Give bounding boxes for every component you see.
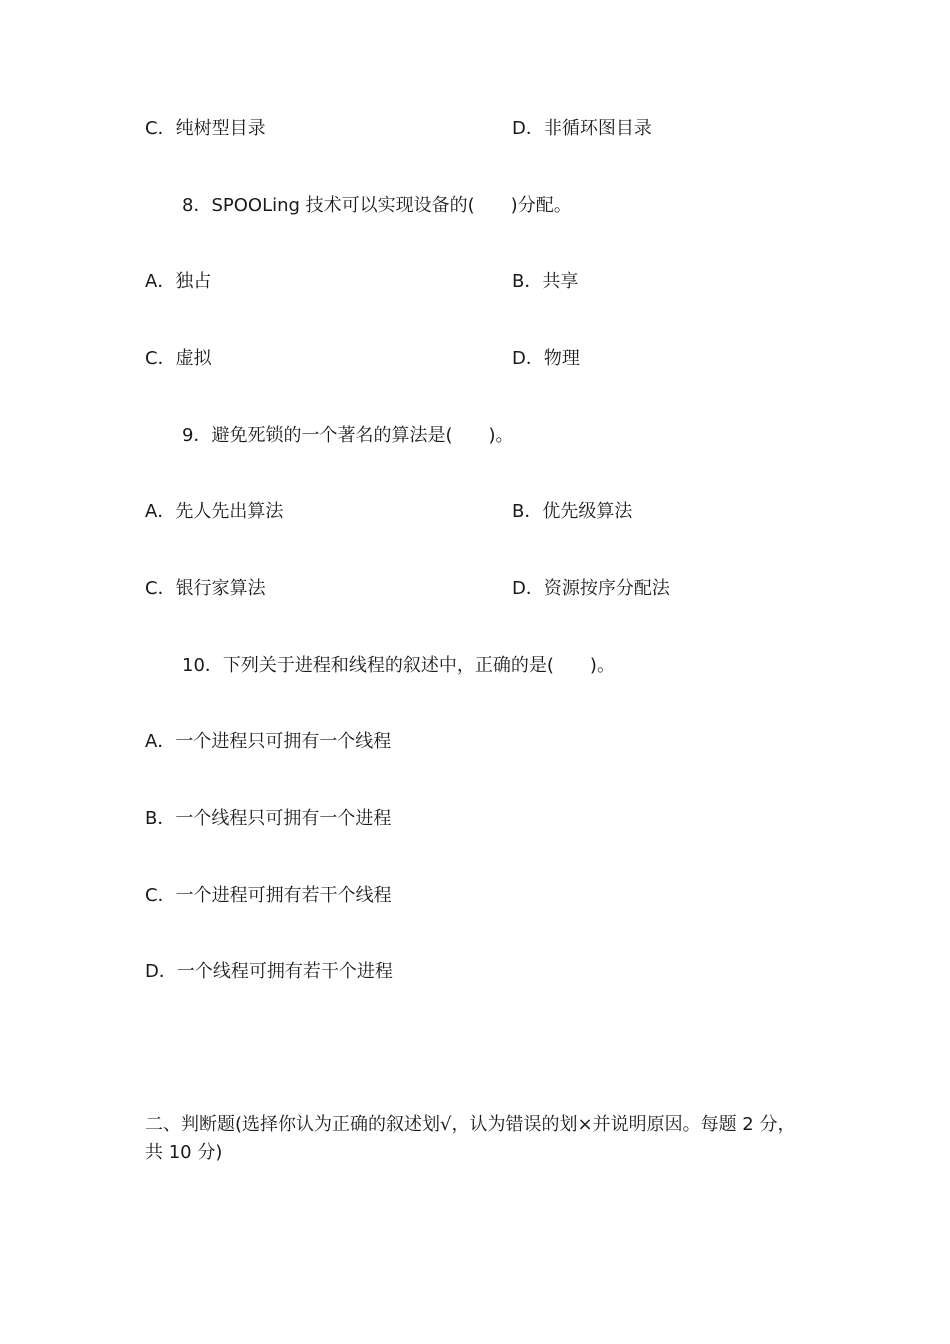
q7-option-d: D．非循环图目录 <box>512 118 652 139</box>
q10-option-a: A．一个进程只可拥有一个线程 <box>145 731 392 752</box>
q9-option-c: C．银行家算法 <box>145 578 266 599</box>
q8-stem: 8．SPOOLing 技术可以实现设备的( )分配。 <box>182 195 572 216</box>
q9-option-d: D．资源按序分配法 <box>512 578 670 599</box>
q8-option-a: A．独占 <box>145 271 212 292</box>
q9-option-a: A．先人先出算法 <box>145 501 284 522</box>
q10-stem: 10．下列关于进程和线程的叙述中，正确的是( )。 <box>182 655 615 676</box>
q8-option-d: D．物理 <box>512 348 580 369</box>
q9-stem: 9．避免死锁的一个著名的算法是( )。 <box>182 425 514 446</box>
q8-option-c: C．虚拟 <box>145 348 212 369</box>
section2-heading-line2: 共 10 分) <box>145 1142 223 1163</box>
q10-option-c: C．一个进程可拥有若干个线程 <box>145 885 392 906</box>
q10-option-d: D．一个线程可拥有若干个进程 <box>145 961 393 982</box>
q10-option-b: B．一个线程只可拥有一个进程 <box>145 808 392 829</box>
q8-option-b: B．共享 <box>512 271 579 292</box>
q9-option-b: B．优先级算法 <box>512 501 633 522</box>
q7-option-c: C．纯树型目录 <box>145 118 266 139</box>
section2-heading-line1: 二、判断题(选择你认为正确的叙述划√，认为错误的划×并说明原因。每题 2 分， <box>145 1114 796 1135</box>
